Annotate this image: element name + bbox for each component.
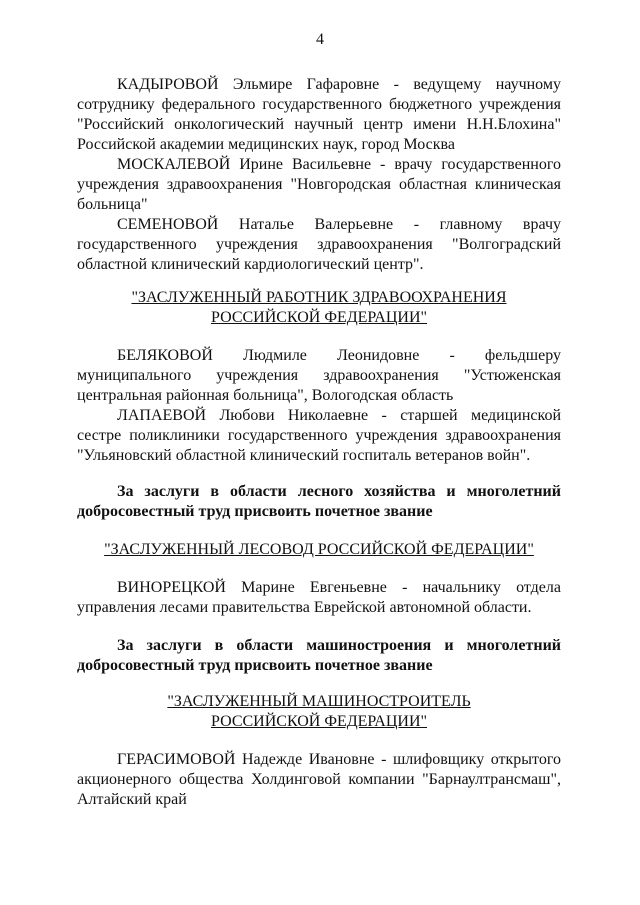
awardee-description: - начальнику отдела управления лесами правительства Еврейской автономной области.	[77, 579, 561, 616]
page-number: 4	[316, 31, 324, 48]
awardee-name: ЛАПАЕВОЙ Любови Николаевне	[117, 407, 369, 424]
title-honored-health-worker	[77, 288, 561, 328]
title-line: РОССИЙСКОЙ ФЕДЕРАЦИИ"	[210, 309, 428, 326]
intro-forestry	[77, 482, 561, 522]
title-line: РОССИЙСКОЙ ФЕДЕРАЦИИ"	[210, 713, 428, 730]
awardee-paragraph	[77, 578, 561, 618]
title-line: "ЗАСЛУЖЕННЫЙ МАШИНОСТРОИТЕЛЬ	[167, 693, 471, 710]
awardee-name: КАДЫРОВОЙ Эльмире Гафаровне	[117, 76, 380, 93]
awardee-paragraph	[77, 155, 561, 215]
awardee-paragraph	[77, 346, 561, 406]
intro-machine-building	[77, 636, 561, 676]
awardee-name: БЕЛЯКОВОЙ Людмиле Леонидовне	[117, 347, 420, 364]
awardee-description: - главному врачу государственного учреждения здравоохранения "Волгоградский областной клинический кардиологический центр".	[77, 216, 561, 273]
awardees-section-machine	[77, 750, 561, 810]
awardees-section-health	[77, 346, 561, 466]
awardee-description: - фельдшеру муниципального учреждения здравоохранения "Устюженская центральная районная больница", Вологодская область	[77, 347, 561, 404]
awardee-paragraph	[77, 75, 561, 155]
awardee-description: - врачу государственного учреждения здравоохранения "Новгородская областная клиническая больница"	[77, 156, 561, 213]
awardee-name: ВИНОРЕЦКОЙ Марине Евгеньевне	[117, 579, 387, 596]
awardee-paragraph	[77, 406, 561, 466]
awardee-description: - старшей медицинской сестре поликлиники государственного учреждения здравоохранения "Ульяновский областной клинический госпиталь ветеранов войн".	[77, 407, 562, 464]
title-line: "ЗАСЛУЖЕННЫЙ ЛЕСОВОД РОССИЙСКОЙ ФЕДЕРАЦИИ"	[104, 541, 534, 558]
title-honored-machine-builder	[77, 692, 561, 732]
awardee-name: СЕМЕНОВОЙ Наталье Валерьевне	[117, 216, 394, 233]
awardee-paragraph	[77, 750, 561, 810]
awardee-description: - шлифовщику открытого акционерного общества Холдинговой компании "Барнаултрансмаш", Алтайский край	[77, 751, 562, 808]
title-honored-forester	[77, 540, 561, 560]
awardee-name: МОСКАЛЕВОЙ Ирине Васильевне	[117, 156, 372, 173]
intro-paragraph: За заслуги в области машиностроения и многолетний добросовестный труд присвоить почетное звание	[77, 637, 561, 674]
awardee-paragraph	[77, 215, 561, 275]
awardees-section-forest	[77, 578, 561, 618]
awardee-description: - ведущему научному сотруднику федерального государственного бюджетного учреждения "Российский онкологический научный центр имени Н.Н.Блохина" Российской академии медицинских наук, город Москва	[77, 76, 561, 153]
title-line: "ЗАСЛУЖЕННЫЙ РАБОТНИК ЗДРАВООХРАНЕНИЯ	[131, 289, 507, 306]
intro-paragraph: За заслуги в области лесного хозяйства и многолетний добросовестный труд присвоить почетное звание	[77, 483, 561, 520]
awardee-name: ГЕРАСИМОВОЙ Надежде Ивановне	[117, 751, 375, 768]
awardees-section-1	[77, 75, 561, 275]
